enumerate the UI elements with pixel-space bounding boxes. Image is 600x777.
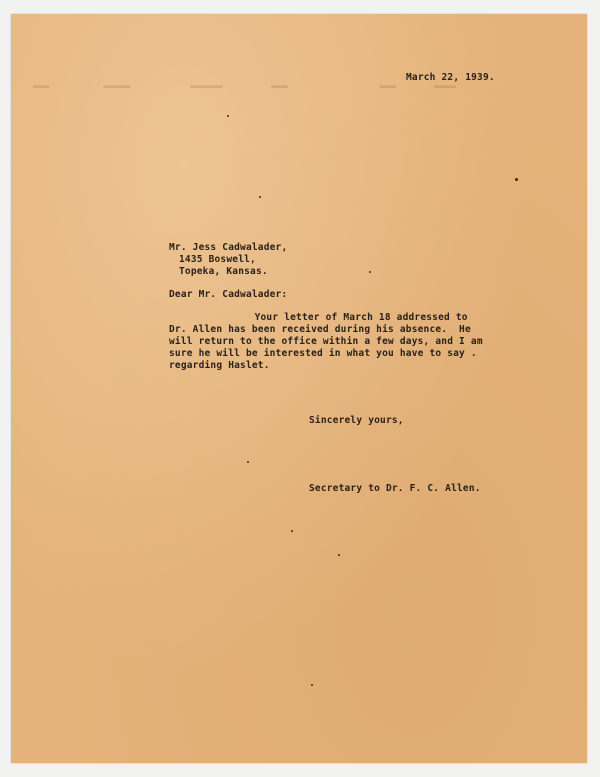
paper-speck [338,554,340,556]
body-line: regarding Haslet. [169,360,270,371]
recipient-name: Mr. Jess Cadwalader, [169,242,288,253]
paper-speck [515,178,518,181]
body-line: Dr. Allen has been received during his absence. He [169,324,471,335]
salutation: Dear Mr. Cadwalader: [169,289,288,300]
paper-speck [259,196,261,198]
signature-line: Secretary to Dr. F. C. Allen. [309,483,481,494]
body-line: sure he will be interested in what you have to say . [169,348,477,359]
body-line: will return to the office within a few days, and I am [169,336,483,347]
recipient-city: Topeka, Kansas. [179,266,268,277]
show-through-marks: ▬▬▬ ▬▬▬▬▬ ▬▬▬▬▬▬ ▬▬▬ ▬▬▬ ▬▬▬▬ [33,82,456,92]
paper-speck [247,461,249,463]
paper-speck [369,271,371,273]
paper-speck [311,684,313,686]
letter-date: March 22, 1939. [406,72,495,83]
body-line: Your letter of March 18 addressed to [225,312,468,323]
paper-speck [227,115,229,117]
closing: Sincerely yours, [309,415,404,426]
letter-page [11,14,587,763]
recipient-street: 1435 Boswell, [179,254,256,265]
paper-speck [291,530,293,532]
